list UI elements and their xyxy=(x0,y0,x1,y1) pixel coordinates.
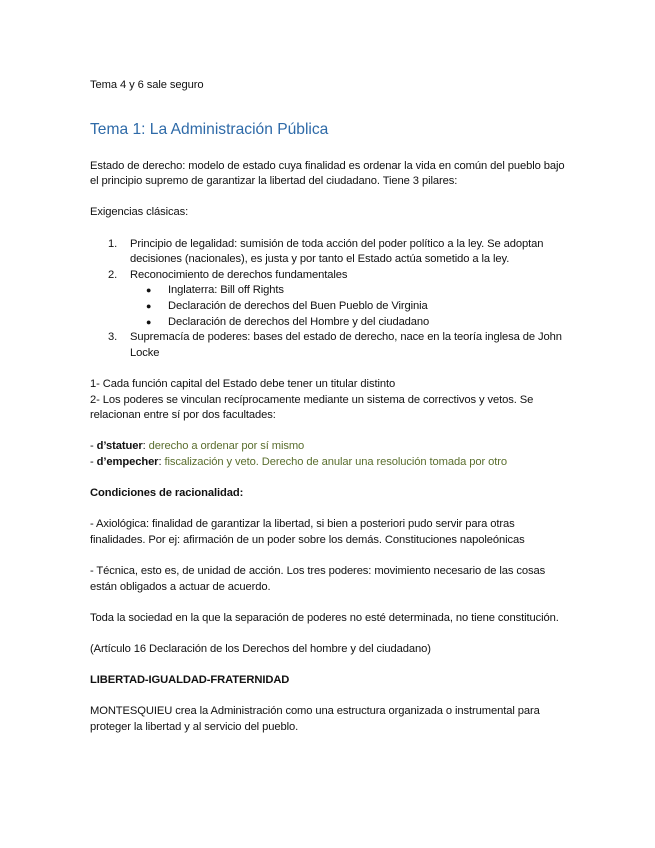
bullet-icon: ● xyxy=(146,316,152,327)
bullet-icon: ● xyxy=(146,285,152,296)
list-item xyxy=(90,330,565,361)
exigencias-label: Exigencias clásicas: xyxy=(90,206,189,219)
motto xyxy=(90,673,565,689)
list-item xyxy=(90,268,565,330)
requirements-list xyxy=(90,237,565,362)
statuer-definition: derecho a ordenar por sí mismo xyxy=(148,440,305,453)
list-item-text: Principio de legalidad: sumisión de toda acción del poder político a la ley. Se adoptan decisiones (nacionales), es justa y por tanto el Estado actúa sometido a la ley. xyxy=(130,237,544,266)
list-number: 1. xyxy=(108,237,118,250)
intro-paragraph: Estado de derecho: modelo de estado cuya finalidad es ordenar la vida en común del pueblo bajo el principio supremo de garantizar la libertad del ciudadano. Tiene 3 pilares: xyxy=(90,159,565,188)
empecher-term: d’empecher xyxy=(96,455,159,468)
conditions-heading-text: Condiciones de racionalidad: xyxy=(90,487,244,500)
motto-text: LIBERTAD-IGUALDAD-FRATERNIDAD xyxy=(90,674,290,687)
sub-list-item xyxy=(90,315,565,331)
section-heading: Tema 1: La Administración Pública xyxy=(90,120,329,138)
point-two: 2- Los poderes se vinculan recíprocamente mediante un sistema de correctivos y vetos. Se relacionan entre sí por dos facultades: xyxy=(90,393,534,422)
document-body xyxy=(90,78,565,736)
empecher-line xyxy=(90,455,565,471)
articulo-paragraph: (Artículo 16 Declaración de los Derechos del hombre y del ciudadano) xyxy=(90,643,431,655)
montesquieu-paragraph: MONTESQUIEU crea la Administración como una estructura organizada o instrumental para proteger la libertad y al servicio del pueblo. xyxy=(90,705,540,733)
statuer-term: d’statuer xyxy=(96,440,143,453)
list-item-text: Reconocimiento de derechos fundamentales xyxy=(130,268,348,281)
bullet-icon: ● xyxy=(146,300,152,311)
list-item-text: Supremacía de poderes: bases del estado de derecho, nace en la teoría inglesa de John Locke xyxy=(130,331,562,359)
conditions-heading xyxy=(90,486,565,502)
sub-list-item xyxy=(90,299,565,315)
sociedad-paragraph: Toda la sociedad en la que la separación de poderes no esté determinada, no tiene constitución. xyxy=(90,611,559,624)
point-one: 1- Cada función capital del Estado debe tener un titular distinto xyxy=(90,377,396,390)
empecher-definition: fiscalización y veto. Derecho de anular una resolución tomada por otro xyxy=(164,455,507,468)
colon: : xyxy=(142,440,149,453)
top-note: Tema 4 y 6 sale seguro xyxy=(90,79,204,91)
list-number: 2. xyxy=(108,268,118,281)
axiologica-paragraph: - Axiológica: finalidad de garantizar la libertad, si bien a posteriori pudo servir para otras finalidades. Por ej: afirmación de un poder sobre los demás. Constituciones napoleónicas xyxy=(90,518,525,546)
rights-sublist xyxy=(90,283,565,330)
sub-list-text: Declaración de derechos del Hombre y del ciudadano xyxy=(168,315,430,328)
sub-list-text: Declaración de derechos del Buen Pueblo de Virginia xyxy=(168,299,428,312)
colon: : xyxy=(158,455,165,468)
statuer-line xyxy=(90,439,565,455)
tecnica-paragraph: - Técnica, esto es, de unidad de acción. Los tres poderes: movimiento necesario de las cosas están obligados a actuar de acuerdo. xyxy=(90,565,546,593)
sub-list-item xyxy=(90,283,565,299)
sub-list-text: Inglaterra: Bill off Rights xyxy=(168,284,284,297)
list-number: 3. xyxy=(108,331,118,344)
dash: - xyxy=(90,440,97,453)
dash: - xyxy=(90,455,97,468)
list-item xyxy=(90,237,565,268)
